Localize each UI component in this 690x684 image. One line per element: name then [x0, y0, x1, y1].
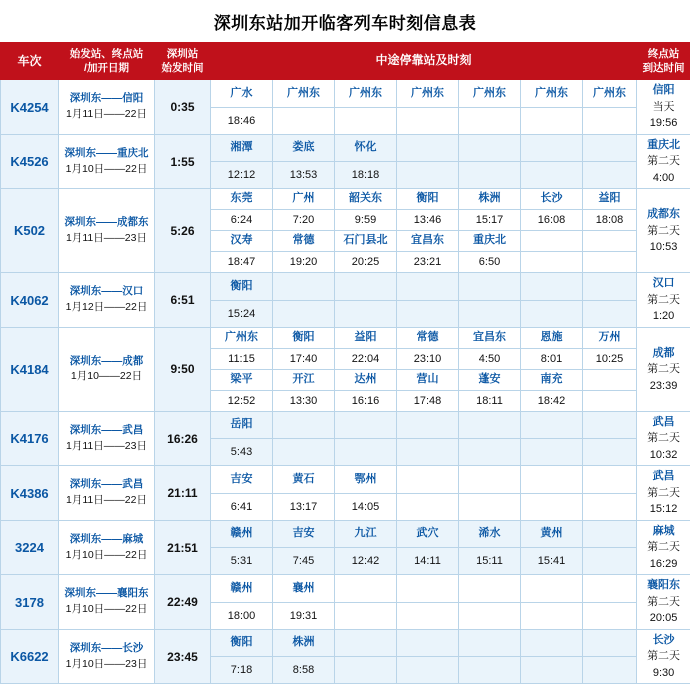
- stop-station: [521, 134, 583, 161]
- stop-time: [521, 493, 583, 520]
- stop-station: [335, 411, 397, 438]
- route-date: 1月11日——22日: [61, 107, 152, 123]
- terminal-cell: [637, 189, 690, 273]
- route-date: 1月10日——22日: [61, 162, 152, 178]
- route-cell: [59, 80, 155, 135]
- stop-time: 13:46: [397, 210, 459, 231]
- terminal-arrival-time: 第二天10:32: [639, 430, 688, 463]
- stop-time: 19:20: [273, 252, 335, 273]
- stop-station: [459, 273, 521, 300]
- stop-station: [521, 575, 583, 602]
- stop-station: 蓬安: [459, 369, 521, 390]
- departure-time: 0:35: [155, 80, 211, 135]
- stop-time: 12:12: [211, 162, 273, 189]
- stop-time: 12:42: [335, 548, 397, 575]
- route-name: 深圳东——重庆北: [61, 146, 152, 162]
- stop-station: [521, 466, 583, 493]
- stop-time: [397, 602, 459, 629]
- departure-time: 23:45: [155, 629, 211, 684]
- header-train-no: 车次: [1, 43, 59, 80]
- stop-station: 衡阳: [273, 327, 335, 348]
- route-cell: [59, 629, 155, 684]
- stop-time: 23:21: [397, 252, 459, 273]
- header-route-line1: 始发站、终点站: [61, 47, 152, 61]
- route-name: 深圳东——武昌: [61, 477, 152, 493]
- terminal-station: 武昌: [639, 468, 688, 485]
- stop-station: 株洲: [273, 629, 335, 656]
- stop-station: 益阳: [335, 327, 397, 348]
- terminal-arrival-time: 第二天10:53: [639, 223, 688, 256]
- terminal-station: 麻城: [639, 523, 688, 540]
- stop-time: [521, 252, 583, 273]
- stop-time: [397, 107, 459, 134]
- terminal-station: 汉口: [639, 275, 688, 292]
- terminal-arrival-time: 第二天23:39: [639, 361, 688, 394]
- stop-station: 广州东: [273, 80, 335, 107]
- route-name: 深圳东——麻城: [61, 532, 152, 548]
- stop-time: [397, 300, 459, 327]
- route-cell: [59, 466, 155, 521]
- table-header-row: [1, 43, 690, 78]
- stop-station: 岳阳: [211, 411, 273, 438]
- stop-time: [521, 602, 583, 629]
- stop-station: [273, 411, 335, 438]
- stop-station: 营山: [397, 369, 459, 390]
- stop-time: [521, 657, 583, 684]
- terminal-cell: [637, 520, 690, 575]
- stop-station: 黄州: [521, 520, 583, 547]
- stop-time: 18:18: [335, 162, 397, 189]
- terminal-cell: [637, 327, 690, 411]
- stop-station: [459, 134, 521, 161]
- route-date: 1月10——22日: [61, 369, 152, 385]
- stop-station: 鄂州: [335, 466, 397, 493]
- route-name: 深圳东——武昌: [61, 423, 152, 439]
- stop-station: 株洲: [459, 189, 521, 210]
- stop-station: [583, 369, 637, 390]
- stop-time: [583, 162, 637, 189]
- stop-station: [397, 629, 459, 656]
- header-terminal-line1: 终点站: [639, 47, 688, 61]
- stop-time: 18:47: [211, 252, 273, 273]
- stop-time: [335, 602, 397, 629]
- stop-time: 15:11: [459, 548, 521, 575]
- stop-time: 7:20: [273, 210, 335, 231]
- stop-station: [583, 520, 637, 547]
- train-number: K6622: [1, 629, 59, 684]
- stop-station: 湘潭: [211, 134, 273, 161]
- stop-time: [397, 162, 459, 189]
- stop-time: [459, 493, 521, 520]
- train-number: K4184: [1, 327, 59, 411]
- stop-station: 梁平: [211, 369, 273, 390]
- stop-station: 南充: [521, 369, 583, 390]
- stop-station: 娄底: [273, 134, 335, 161]
- stop-time: 7:18: [211, 657, 273, 684]
- route-name: 深圳东——长沙: [61, 641, 152, 657]
- stop-station: 广州东: [397, 80, 459, 107]
- stop-time: 18:46: [211, 107, 273, 134]
- stop-time: 8:58: [273, 657, 335, 684]
- table-row: [1, 520, 690, 547]
- route-cell: [59, 273, 155, 328]
- stop-station: 广水: [211, 80, 273, 107]
- stop-time: 20:25: [335, 252, 397, 273]
- stop-station: 广州东: [335, 80, 397, 107]
- stop-station: 益阳: [583, 189, 637, 210]
- route-name: 深圳东——成都: [61, 354, 152, 370]
- stop-time: 18:00: [211, 602, 273, 629]
- stop-time: [583, 548, 637, 575]
- stop-station: 恩施: [521, 327, 583, 348]
- stop-time: [583, 252, 637, 273]
- stop-station: [335, 575, 397, 602]
- stop-station: 广州: [273, 189, 335, 210]
- header-departure-line2: 始发时间: [157, 61, 208, 75]
- terminal-station: 襄阳东: [639, 577, 688, 594]
- stop-time: 5:31: [211, 548, 273, 575]
- train-number: K4062: [1, 273, 59, 328]
- stop-time: 16:08: [521, 210, 583, 231]
- stop-time: 13:30: [273, 390, 335, 411]
- header-middle-stations: 中途停靠站及时刻: [211, 43, 637, 78]
- stop-time: 6:50: [459, 252, 521, 273]
- stop-time: 13:17: [273, 493, 335, 520]
- stop-time: [459, 657, 521, 684]
- stop-time: [459, 107, 521, 134]
- stop-time: 9:59: [335, 210, 397, 231]
- terminal-arrival-time: 第二天1:20: [639, 292, 688, 325]
- stop-time: 10:25: [583, 348, 637, 369]
- table-row: [1, 327, 690, 348]
- terminal-arrival-time: 第二天15:12: [639, 485, 688, 518]
- stop-station: [583, 134, 637, 161]
- train-number: K4254: [1, 80, 59, 135]
- terminal-cell: [637, 134, 690, 189]
- stop-time: [273, 300, 335, 327]
- route-name: 深圳东——信阳: [61, 91, 152, 107]
- stop-time: [583, 107, 637, 134]
- departure-time: 21:51: [155, 520, 211, 575]
- stop-station: 襄州: [273, 575, 335, 602]
- stop-station: 汉寿: [211, 231, 273, 252]
- header-departure-line1: 深圳站: [157, 47, 208, 61]
- route-cell: [59, 575, 155, 630]
- terminal-cell: [637, 575, 690, 630]
- table-row: [1, 466, 690, 493]
- departure-time: 21:11: [155, 466, 211, 521]
- terminal-arrival-time: 第二天20:05: [639, 594, 688, 627]
- stop-station: 九江: [335, 520, 397, 547]
- route-cell: [59, 520, 155, 575]
- stop-station: [397, 411, 459, 438]
- stop-station: 广州东: [521, 80, 583, 107]
- terminal-arrival-time: 第二天4:00: [639, 153, 688, 186]
- stop-time: [583, 493, 637, 520]
- stop-time: 14:05: [335, 493, 397, 520]
- stop-station: [583, 629, 637, 656]
- stop-station: 开江: [273, 369, 335, 390]
- route-date: 1月11日——22日: [61, 493, 152, 509]
- terminal-cell: [637, 466, 690, 521]
- departure-time: 1:55: [155, 134, 211, 189]
- departure-time: 5:26: [155, 189, 211, 273]
- stop-station: 赣州: [211, 575, 273, 602]
- stop-time: [397, 493, 459, 520]
- stop-time: [583, 390, 637, 411]
- stop-station: [459, 411, 521, 438]
- stop-time: [397, 657, 459, 684]
- stop-time: [459, 300, 521, 327]
- stop-time: 4:50: [459, 348, 521, 369]
- train-number: K4386: [1, 466, 59, 521]
- stop-station: [273, 273, 335, 300]
- route-cell: [59, 327, 155, 411]
- page-title: 深圳东站加开临客列车时刻信息表: [0, 0, 690, 42]
- stop-station: [397, 466, 459, 493]
- table-row: [1, 134, 690, 161]
- stop-station: [583, 273, 637, 300]
- stop-time: [583, 300, 637, 327]
- departure-time: 22:49: [155, 575, 211, 630]
- stop-time: [459, 602, 521, 629]
- stop-station: 常德: [273, 231, 335, 252]
- terminal-cell: [637, 411, 690, 466]
- table-row: [1, 411, 690, 438]
- stop-station: 东莞: [211, 189, 273, 210]
- stop-station: 吉安: [211, 466, 273, 493]
- stop-time: 23:10: [397, 348, 459, 369]
- terminal-station: 重庆北: [639, 137, 688, 154]
- route-date: 1月12日——22日: [61, 300, 152, 316]
- stop-station: 宜昌东: [459, 327, 521, 348]
- stop-time: [335, 657, 397, 684]
- stop-station: [521, 629, 583, 656]
- terminal-arrival-time: 第二天16:29: [639, 539, 688, 572]
- header-terminal: [637, 43, 690, 80]
- stop-station: 衡阳: [397, 189, 459, 210]
- header-route: [59, 43, 155, 80]
- route-date: 1月10日——22日: [61, 602, 152, 618]
- train-number: K502: [1, 189, 59, 273]
- train-number: 3178: [1, 575, 59, 630]
- header-departure: [155, 43, 211, 80]
- terminal-arrival-time: 当天19:56: [639, 99, 688, 132]
- terminal-station: 武昌: [639, 414, 688, 431]
- table-row: [1, 189, 690, 210]
- stop-time: 7:45: [273, 548, 335, 575]
- stop-time: 12:52: [211, 390, 273, 411]
- stop-time: [335, 107, 397, 134]
- stop-time: 17:48: [397, 390, 459, 411]
- terminal-station: 成都东: [639, 206, 688, 223]
- train-number: 3224: [1, 520, 59, 575]
- route-name: 深圳东——汉口: [61, 284, 152, 300]
- terminal-arrival-time: 第二天9:30: [639, 648, 688, 681]
- header-route-line2: /加开日期: [61, 61, 152, 75]
- stop-station: [583, 466, 637, 493]
- stop-time: 18:42: [521, 390, 583, 411]
- stop-station: [521, 231, 583, 252]
- stop-station: 长沙: [521, 189, 583, 210]
- stop-station: [335, 273, 397, 300]
- stop-time: [273, 439, 335, 466]
- stop-station: 广州东: [583, 80, 637, 107]
- stop-station: 吉安: [273, 520, 335, 547]
- stop-time: 19:31: [273, 602, 335, 629]
- stop-time: [335, 300, 397, 327]
- header-terminal-line2: 到达时间: [639, 61, 688, 75]
- terminal-station: 成都: [639, 345, 688, 362]
- route-date: 1月10日——23日: [61, 657, 152, 673]
- stop-station: [583, 411, 637, 438]
- route-date: 1月11日——23日: [61, 231, 152, 247]
- stop-time: 18:11: [459, 390, 521, 411]
- stop-station: [335, 629, 397, 656]
- stop-station: 常德: [397, 327, 459, 348]
- terminal-station: 长沙: [639, 632, 688, 649]
- stop-time: 11:15: [211, 348, 273, 369]
- stop-station: 黄石: [273, 466, 335, 493]
- stop-time: [273, 107, 335, 134]
- stop-time: 22:04: [335, 348, 397, 369]
- route-name: 深圳东——成都东: [61, 215, 152, 231]
- stop-time: [459, 162, 521, 189]
- stop-station: 韶关东: [335, 189, 397, 210]
- stop-time: [583, 657, 637, 684]
- stop-time: 6:41: [211, 493, 273, 520]
- stop-time: 17:40: [273, 348, 335, 369]
- stop-station: 浠水: [459, 520, 521, 547]
- terminal-cell: [637, 273, 690, 328]
- stop-station: 衡阳: [211, 273, 273, 300]
- stop-station: 怀化: [335, 134, 397, 161]
- train-number: K4176: [1, 411, 59, 466]
- stop-station: 重庆北: [459, 231, 521, 252]
- stop-time: 15:41: [521, 548, 583, 575]
- stop-time: 5:43: [211, 439, 273, 466]
- stop-station: 衡阳: [211, 629, 273, 656]
- route-date: 1月10日——22日: [61, 548, 152, 564]
- route-cell: [59, 189, 155, 273]
- table-row: [1, 575, 690, 602]
- terminal-station: 信阳: [639, 82, 688, 99]
- stop-time: 6:24: [211, 210, 273, 231]
- departure-time: 6:51: [155, 273, 211, 328]
- stop-time: [397, 439, 459, 466]
- stop-time: 13:53: [273, 162, 335, 189]
- terminal-cell: [637, 629, 690, 684]
- route-date: 1月11日——23日: [61, 439, 152, 455]
- stop-station: 赣州: [211, 520, 273, 547]
- timetable: [0, 42, 690, 684]
- stop-station: 宜昌东: [397, 231, 459, 252]
- stop-station: 万州: [583, 327, 637, 348]
- stop-station: [397, 134, 459, 161]
- stop-station: 广州东: [211, 327, 273, 348]
- stop-station: [583, 231, 637, 252]
- stop-time: 18:08: [583, 210, 637, 231]
- stop-time: [459, 439, 521, 466]
- stop-time: [583, 602, 637, 629]
- stop-time: 16:16: [335, 390, 397, 411]
- terminal-cell: [637, 80, 690, 135]
- stop-time: 14:11: [397, 548, 459, 575]
- route-cell: [59, 134, 155, 189]
- stop-time: 8:01: [521, 348, 583, 369]
- stop-station: [459, 629, 521, 656]
- route-cell: [59, 411, 155, 466]
- stop-station: 广州东: [459, 80, 521, 107]
- table-row: [1, 80, 690, 107]
- stop-station: 武穴: [397, 520, 459, 547]
- train-number: K4526: [1, 134, 59, 189]
- departure-time: 16:26: [155, 411, 211, 466]
- stop-station: [397, 273, 459, 300]
- stop-station: 石门县北: [335, 231, 397, 252]
- route-name: 深圳东——襄阳东: [61, 586, 152, 602]
- stop-station: [583, 575, 637, 602]
- stop-time: [521, 162, 583, 189]
- stop-station: [459, 466, 521, 493]
- stop-time: 15:17: [459, 210, 521, 231]
- table-row: [1, 629, 690, 656]
- table-row: [1, 273, 690, 300]
- stop-time: [335, 439, 397, 466]
- stop-time: [583, 439, 637, 466]
- departure-time: 9:50: [155, 327, 211, 411]
- stop-station: 达州: [335, 369, 397, 390]
- stop-time: [521, 300, 583, 327]
- stop-time: 15:24: [211, 300, 273, 327]
- stop-station: [521, 411, 583, 438]
- stop-station: [397, 575, 459, 602]
- stop-station: [521, 273, 583, 300]
- stop-station: [459, 575, 521, 602]
- stop-time: [521, 107, 583, 134]
- stop-time: [521, 439, 583, 466]
